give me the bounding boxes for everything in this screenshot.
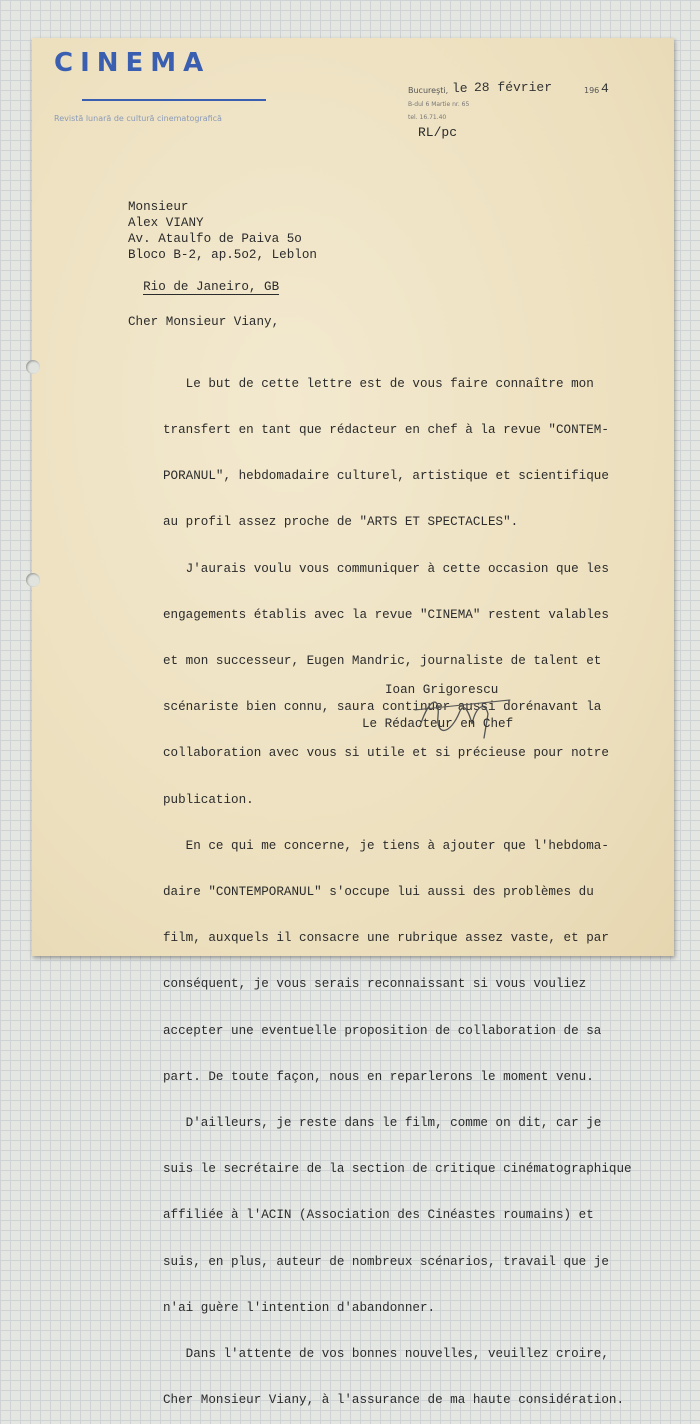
body-line: suis le secrétaire de la section de critique cinématographique bbox=[163, 1162, 632, 1177]
reference-code: RL/pc bbox=[418, 125, 458, 140]
body-line: Dans l'attente de vos bonnes nouvelles, veuillez croire, bbox=[163, 1347, 609, 1362]
recipient-city bbox=[128, 263, 279, 295]
body-line: n'ai guère l'intention d'abandonner. bbox=[163, 1300, 436, 1315]
letterhead-city: Bucureşti, bbox=[408, 86, 449, 95]
body-line: PORANUL", hebdomadaire culturel, artistique et scientifique bbox=[163, 469, 609, 484]
body-line: scénariste bien connu, saura continuer aussi dorénavant la bbox=[163, 700, 602, 715]
body-line: affiliée à l'ACIN (Association des Cinéastes roumains) et bbox=[163, 1208, 594, 1223]
logo-rule bbox=[82, 99, 266, 101]
letterhead-year-typed: 4 bbox=[601, 81, 609, 96]
body-line: daire "CONTEMPORANUL" s'occupe lui aussi des problèmes du bbox=[163, 885, 594, 900]
recipient-title: Monsieur bbox=[128, 200, 189, 214]
recipient-building: Bloco B-2, ap.5o2, Leblon bbox=[128, 248, 317, 262]
cinema-logo: CINEMA bbox=[54, 48, 211, 78]
body-line: publication. bbox=[163, 792, 254, 807]
salutation: Cher Monsieur Viany, bbox=[128, 315, 280, 329]
body-line: film, auxquels il consacre une rubrique assez vaste, et par bbox=[163, 931, 609, 946]
letterhead-year-printed: 196 bbox=[584, 86, 600, 95]
punch-hole-upper bbox=[26, 360, 40, 374]
body-line: conséquent, je vous serais reconnaissant si vous vouliez bbox=[163, 977, 587, 992]
body-line: accepter une eventuelle proposition de collaboration de sa bbox=[163, 1023, 602, 1038]
signatory-title: Le Rédacteur en Chef bbox=[362, 717, 514, 731]
body-line: transfert en tant que rédacteur en chef à la revue "CONTEM- bbox=[163, 423, 609, 438]
body-line: Cher Monsieur Viany, à l'assurance de ma haute considération. bbox=[163, 1393, 625, 1408]
letterhead-phone: tel. 16.71.40 bbox=[408, 114, 447, 121]
body-line: J'aurais voulu vous communiquer à cette occasion que les bbox=[163, 561, 609, 576]
body-line: part. De toute façon, nous en reparlerons le moment venu. bbox=[163, 1069, 594, 1084]
body-line: et mon successeur, Eugen Mandric, journaliste de talent et bbox=[163, 654, 602, 669]
body-line: engagements établis avec la revue "CINEMA" restent valables bbox=[163, 607, 609, 622]
punch-hole-lower bbox=[26, 573, 40, 587]
signatory-name: Ioan Grigorescu bbox=[385, 683, 499, 697]
body-line: au profil assez proche de "ARTS ET SPECTACLES". bbox=[163, 515, 519, 530]
body-line: Le but de cette lettre est de vous faire connaître mon bbox=[163, 376, 594, 391]
letter-body bbox=[163, 346, 632, 1424]
recipient-name: Alex VIANY bbox=[128, 216, 204, 230]
body-line: suis, en plus, auteur de nombreux scénarios, travail que je bbox=[163, 1254, 609, 1269]
recipient-city-text: Rio de Janeiro, GB bbox=[143, 280, 280, 294]
date-day-month: 28 février bbox=[474, 80, 553, 95]
body-line: D'ailleurs, je reste dans le film, comme on dit, car je bbox=[163, 1116, 602, 1131]
recipient-street: Av. Ataulfo de Paiva 5o bbox=[128, 232, 302, 246]
letterhead-address: B-dul 6 Martie nr. 65 bbox=[408, 101, 470, 108]
body-line: En ce qui me concerne, je tiens à ajouter que l'hebdoma- bbox=[163, 838, 609, 853]
date-prefix: le bbox=[452, 81, 468, 96]
body-line: collaboration avec vous si utile et si précieuse pour notre bbox=[163, 746, 609, 761]
letterhead-subtitle: Revistă lunară de cultură cinematografică bbox=[54, 114, 222, 123]
